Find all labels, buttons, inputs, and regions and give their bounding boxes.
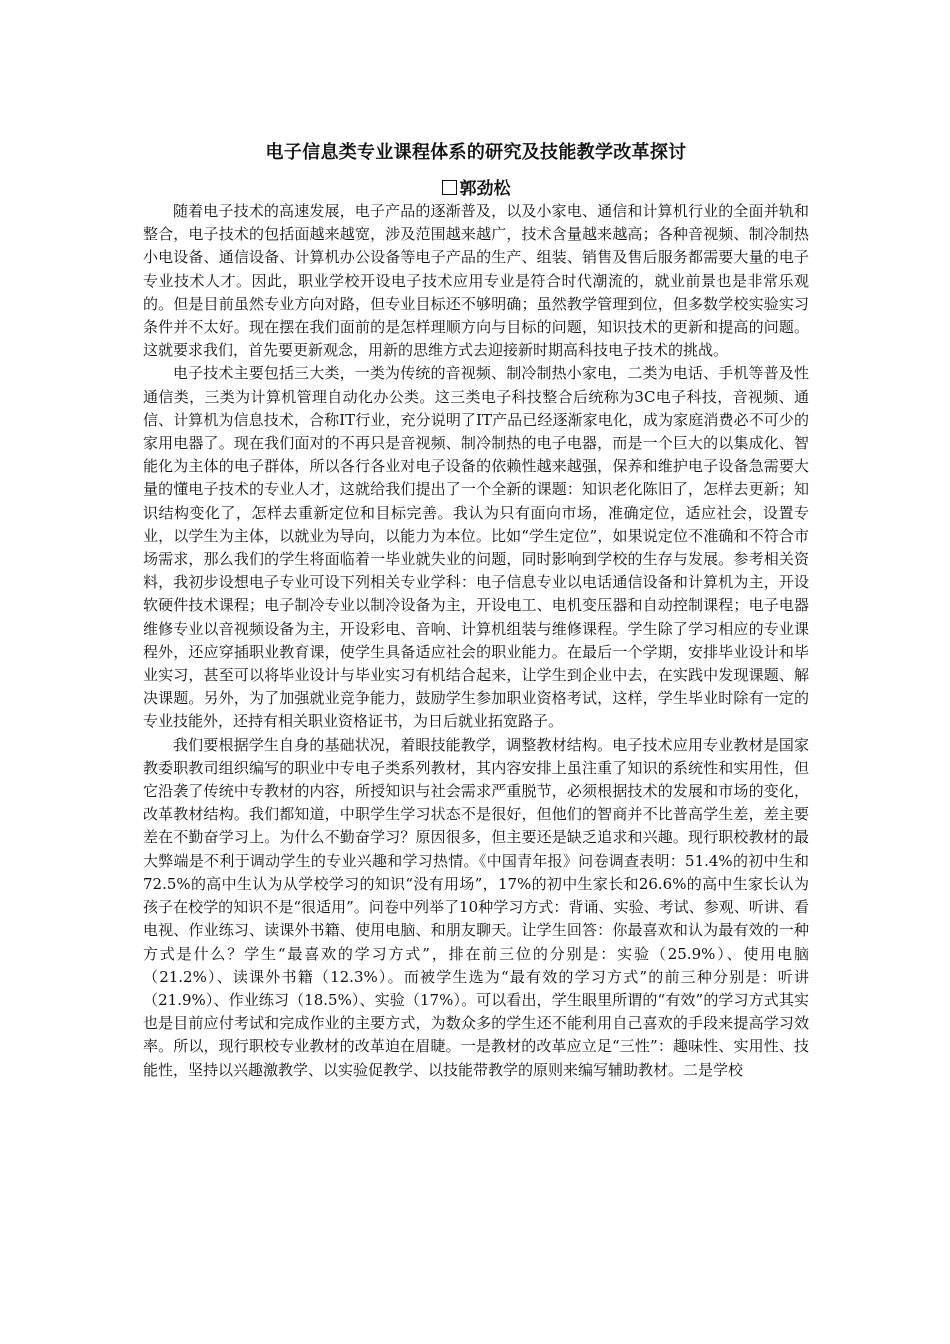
paragraph-1: 随着电子技术的高速发展，电子产品的逐渐普及，以及小家电、通信和计算机行业的全面并轨和整合，电子技术的包括面越来越宽，涉及范围越来越广，技术含量越来越高；各种音视频、制冷制热小电设备、通信设备、计算机办公设备等电子产品的生产、组装、销售及售后服务都需要大量的电子专业技术人才。因此，职业学校开设电子技术应用专业是符合时代潮流的，就业前景也是非常乐观的。但是目前虽然专业方向对路，但专业目标还不够明确；虽然教学管理到位，但多数学校实验实习条件并不太好。现在摆在我们面前的是怎样理顺方向与目标的问题，知识技术的更新和提高的问题。这就要求我们，首先要更新观念，用新的思维方式去迎接新时期高科技电子技术的挑战。 — [143, 202, 809, 360]
author-line — [143, 174, 809, 199]
author-name: 郭劲松 — [459, 179, 511, 199]
paragraph-2: 电子技术主要包括三大类，一类为传统的音视频、制冷制热小家电，二类为电话、手机等普及性通信类，三类为计算机管理自动化办公类。这三类电子科技整合后统称为3C电子科技，音视频、通信、计算机为信息技术，合称IT行业，充分说明了IT产品已经逐渐家电化，成为家庭消费必不可少的家用电器了。现在我们面对的不再只是音视频、制冷制热的电子电器，而是一个巨大的以集成化、智能化为主体的电子群体，所以各行各业对电子设备的依赖性越来越强，保养和维护电子设备急需要大量的懂电子技术的专业人才，这就给我们提出了一个全新的课题：知识老化陈旧了，怎样去更新；知识结构变化了，怎样去重新定位和目标完善。我认为只有面向市场，准确定位，适应社会，设置专业，以学生为主体，以就业为导向，以能力为本位。比如“学生定位”，如果说定位不准确和不符合市场需求，那么我们的学生将面临着一毕业就失业的问题，同时影响到学校的生存与发展。参考相关资料，我初步设想电子专业可设下列相关专业学科：电子信息专业以电话通信设备和计算机为主，开设软硬件技术课程；电子制冷专业以制冷设备为主，开设电工、电机变压器和自动控制课程；电子电器维修专业以音视频设备为主，开设彩电、音响、计算机组装与维修课程。学生除了学习相应的专业课程外，还应穿插职业教育课，使学生具备适应社会的职业能力。在最后一个学期，安排毕业设计和毕业实习，甚至可以将毕业设计与毕业实习有机结合起来，让学生到企业中去，在实践中发现课题、解决课题。另外，为了加强就业竞争能力，鼓励学生参加职业资格考试，这样，学生毕业时除有一定的专业技能外，还持有相关职业资格证书，为日后就业拓宽路子。 — [143, 364, 809, 731]
square-bullet-icon — [442, 180, 457, 195]
paragraph-3: 我们要根据学生自身的基础状况，着眼技能教学，调整教材结构。电子技术应用专业教材是国家教委职教司组织编写的职业中专电子类系列教材，其内容安排上虽注重了知识的系统性和实用性，但它沿袭了传统中专教材的内容，所授知识与社会需求严重脱节，必须根据技术的发展和市场的变化，改革教材结构。我们都知道，中职学生学习状态不是很好，但他们的智商并不比普高学生差，差主要差在不勤奋学习上。为什么不勤奋学习？原因很多，但主要还是缺乏追求和兴趣。现行职校教材的最大弊端是不利于调动学生的专业兴趣和学习热情。《中国青年报》问卷调查表明：51.4%的初中生和72.5%的高中生认为从学校学习的知识“没有用场”，17%的初中生家长和26.6%的高中生家长认为孩子在校学的知识不是“很适用”。问卷中列举了10种学习方式：背诵、实验、考试、参观、听讲、看电视、作业练习、读课外书籍、使用电脑、和朋友聊天。让学生回答：你最喜欢和认为最有效的一种方式是什么？学生“最喜欢的学习方式”，排在前三位的分别是：实验（25.9%）、使用电脑（21.2%）、读课外书籍（12.3%）。而被学生选为“最有效的学习方式”的前三种分别是：听讲（21.9%）、作业练习（18.5%）、实验（17%）。可以看出，学生眼里所谓的“有效”的学习方式其实也是目前应付考试和完成作业的主要方式，为数众多的学生还不能利用自己喜欢的手段来提高学习效率。所以，现行职校专业教材的改革迫在眉睫。一是教材的改革应立足“三性”：趣味性、实用性、技能性，坚持以兴趣激教学、以实验促教学、以技能带教学的原则来编写辅助教材。二是学校 — [143, 735, 809, 1079]
article-title: 电子信息类专业课程体系的研究及技能教学改革探讨 — [265, 142, 687, 163]
article-body — [143, 200, 809, 1082]
